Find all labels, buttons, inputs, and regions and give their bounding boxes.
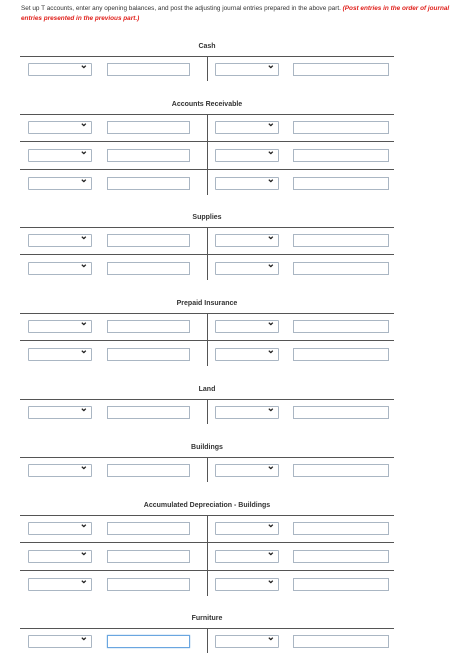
credit-account-select[interactable] [215, 118, 279, 134]
debit-amount-input[interactable] [107, 464, 190, 477]
chevron-down-icon: ⌄ [266, 547, 275, 558]
t-account-title: Furniture [191, 615, 223, 622]
chevron-down-icon: ⌄ [79, 317, 88, 328]
debit-account-select[interactable] [28, 575, 92, 591]
chevron-down-icon: ⌄ [79, 259, 88, 270]
t-account-title: Supplies [192, 214, 222, 221]
credit-account-select[interactable] [215, 403, 279, 419]
t-account-row [20, 633, 394, 651]
t-account-row-separator [20, 141, 394, 142]
debit-account-select[interactable] [28, 403, 92, 419]
t-account-row [20, 260, 394, 278]
credit-amount-input[interactable] [293, 464, 389, 477]
debit-amount-input[interactable] [107, 550, 190, 563]
instructions-text: Set up T accounts, enter any opening balances, and post the adjusting journal entries prepared in the above part. [21, 5, 343, 12]
chevron-down-icon: ⌄ [79, 403, 88, 414]
t-account-row [20, 576, 394, 594]
chevron-down-icon: ⌄ [79, 118, 88, 129]
chevron-down-icon: ⌄ [266, 259, 275, 270]
chevron-down-icon: ⌄ [79, 146, 88, 157]
chevron-down-icon: ⌄ [79, 60, 88, 71]
credit-amount-input[interactable] [293, 348, 389, 361]
t-account-row [20, 147, 394, 165]
credit-account-select[interactable] [215, 345, 279, 361]
t-account-row [20, 346, 394, 364]
debit-account-select[interactable] [28, 345, 92, 361]
credit-account-select[interactable] [215, 632, 279, 648]
debit-amount-input[interactable] [107, 149, 190, 162]
t-account-title: Prepaid Insurance [176, 300, 238, 307]
chevron-down-icon: ⌄ [266, 60, 275, 71]
debit-account-select[interactable] [28, 317, 92, 333]
chevron-down-icon: ⌄ [79, 632, 88, 643]
debit-amount-input[interactable] [107, 121, 190, 134]
credit-account-select[interactable] [215, 547, 279, 563]
credit-amount-input[interactable] [293, 262, 389, 275]
credit-amount-input[interactable] [293, 578, 389, 591]
credit-amount-input[interactable] [293, 550, 389, 563]
debit-account-select[interactable] [28, 118, 92, 134]
t-account-row [20, 548, 394, 566]
chevron-down-icon: ⌄ [266, 632, 275, 643]
credit-amount-input[interactable] [293, 234, 389, 247]
t-account-title: Cash [198, 43, 216, 50]
chevron-down-icon: ⌄ [79, 461, 88, 472]
debit-amount-input[interactable] [107, 320, 190, 333]
t-account-title: Accounts Receivable [171, 101, 243, 108]
debit-amount-input[interactable] [107, 406, 190, 419]
chevron-down-icon: ⌄ [79, 345, 88, 356]
credit-account-select[interactable] [215, 146, 279, 162]
t-account-row-separator [20, 169, 394, 170]
chevron-down-icon: ⌄ [266, 575, 275, 586]
t-account-row-separator [20, 254, 394, 255]
debit-amount-input[interactable] [107, 234, 190, 247]
t-account-row [20, 232, 394, 250]
credit-amount-input[interactable] [293, 406, 389, 419]
t-account-row-separator [20, 570, 394, 571]
credit-amount-input[interactable] [293, 522, 389, 535]
debit-account-select[interactable] [28, 231, 92, 247]
t-account-row [20, 61, 394, 79]
credit-account-select[interactable] [215, 461, 279, 477]
t-account-row [20, 404, 394, 422]
credit-account-select[interactable] [215, 231, 279, 247]
chevron-down-icon: ⌄ [266, 519, 275, 530]
debit-account-select[interactable] [28, 461, 92, 477]
chevron-down-icon: ⌄ [79, 547, 88, 558]
chevron-down-icon: ⌄ [79, 231, 88, 242]
chevron-down-icon: ⌄ [266, 317, 275, 328]
chevron-down-icon: ⌄ [266, 403, 275, 414]
debit-amount-input[interactable] [107, 578, 190, 591]
debit-amount-input[interactable] [107, 635, 190, 648]
credit-amount-input[interactable] [293, 63, 389, 76]
chevron-down-icon: ⌄ [79, 174, 88, 185]
debit-account-select[interactable] [28, 632, 92, 648]
t-account-row [20, 119, 394, 137]
chevron-down-icon: ⌄ [266, 146, 275, 157]
chevron-down-icon: ⌄ [79, 575, 88, 586]
credit-amount-input[interactable] [293, 320, 389, 333]
chevron-down-icon: ⌄ [79, 519, 88, 530]
t-account-row-separator [20, 542, 394, 543]
debit-amount-input[interactable] [107, 63, 190, 76]
debit-account-select[interactable] [28, 60, 92, 76]
t-account-row-separator [20, 340, 394, 341]
t-account-title: Accumulated Depreciation - Buildings [143, 502, 271, 509]
instructions [21, 4, 461, 23]
credit-amount-input[interactable] [293, 635, 389, 648]
debit-account-select[interactable] [28, 259, 92, 275]
chevron-down-icon: ⌄ [266, 231, 275, 242]
chevron-down-icon: ⌄ [266, 345, 275, 356]
debit-amount-input[interactable] [107, 262, 190, 275]
debit-account-select[interactable] [28, 547, 92, 563]
chevron-down-icon: ⌄ [266, 174, 275, 185]
credit-account-select[interactable] [215, 519, 279, 535]
debit-amount-input[interactable] [107, 348, 190, 361]
t-account-row [20, 520, 394, 538]
chevron-down-icon: ⌄ [266, 118, 275, 129]
credit-amount-input[interactable] [293, 121, 389, 134]
t-account-title: Buildings [191, 444, 223, 451]
credit-account-select[interactable] [215, 174, 279, 190]
credit-account-select[interactable] [215, 317, 279, 333]
t-account-row [20, 175, 394, 193]
t-account-row [20, 462, 394, 480]
credit-account-select[interactable] [215, 60, 279, 76]
debit-account-select[interactable] [28, 146, 92, 162]
debit-account-select[interactable] [28, 519, 92, 535]
credit-account-select[interactable] [215, 575, 279, 591]
t-account-title: Land [198, 386, 216, 393]
credit-account-select[interactable] [215, 259, 279, 275]
instructions-highlight: (Post entries in the order of journal entries presented in the previous part.) [21, 5, 450, 22]
credit-amount-input[interactable] [293, 149, 389, 162]
t-account-row [20, 318, 394, 336]
debit-amount-input[interactable] [107, 522, 190, 535]
debit-amount-input[interactable] [107, 177, 190, 190]
credit-amount-input[interactable] [293, 177, 389, 190]
debit-account-select[interactable] [28, 174, 92, 190]
chevron-down-icon: ⌄ [266, 461, 275, 472]
